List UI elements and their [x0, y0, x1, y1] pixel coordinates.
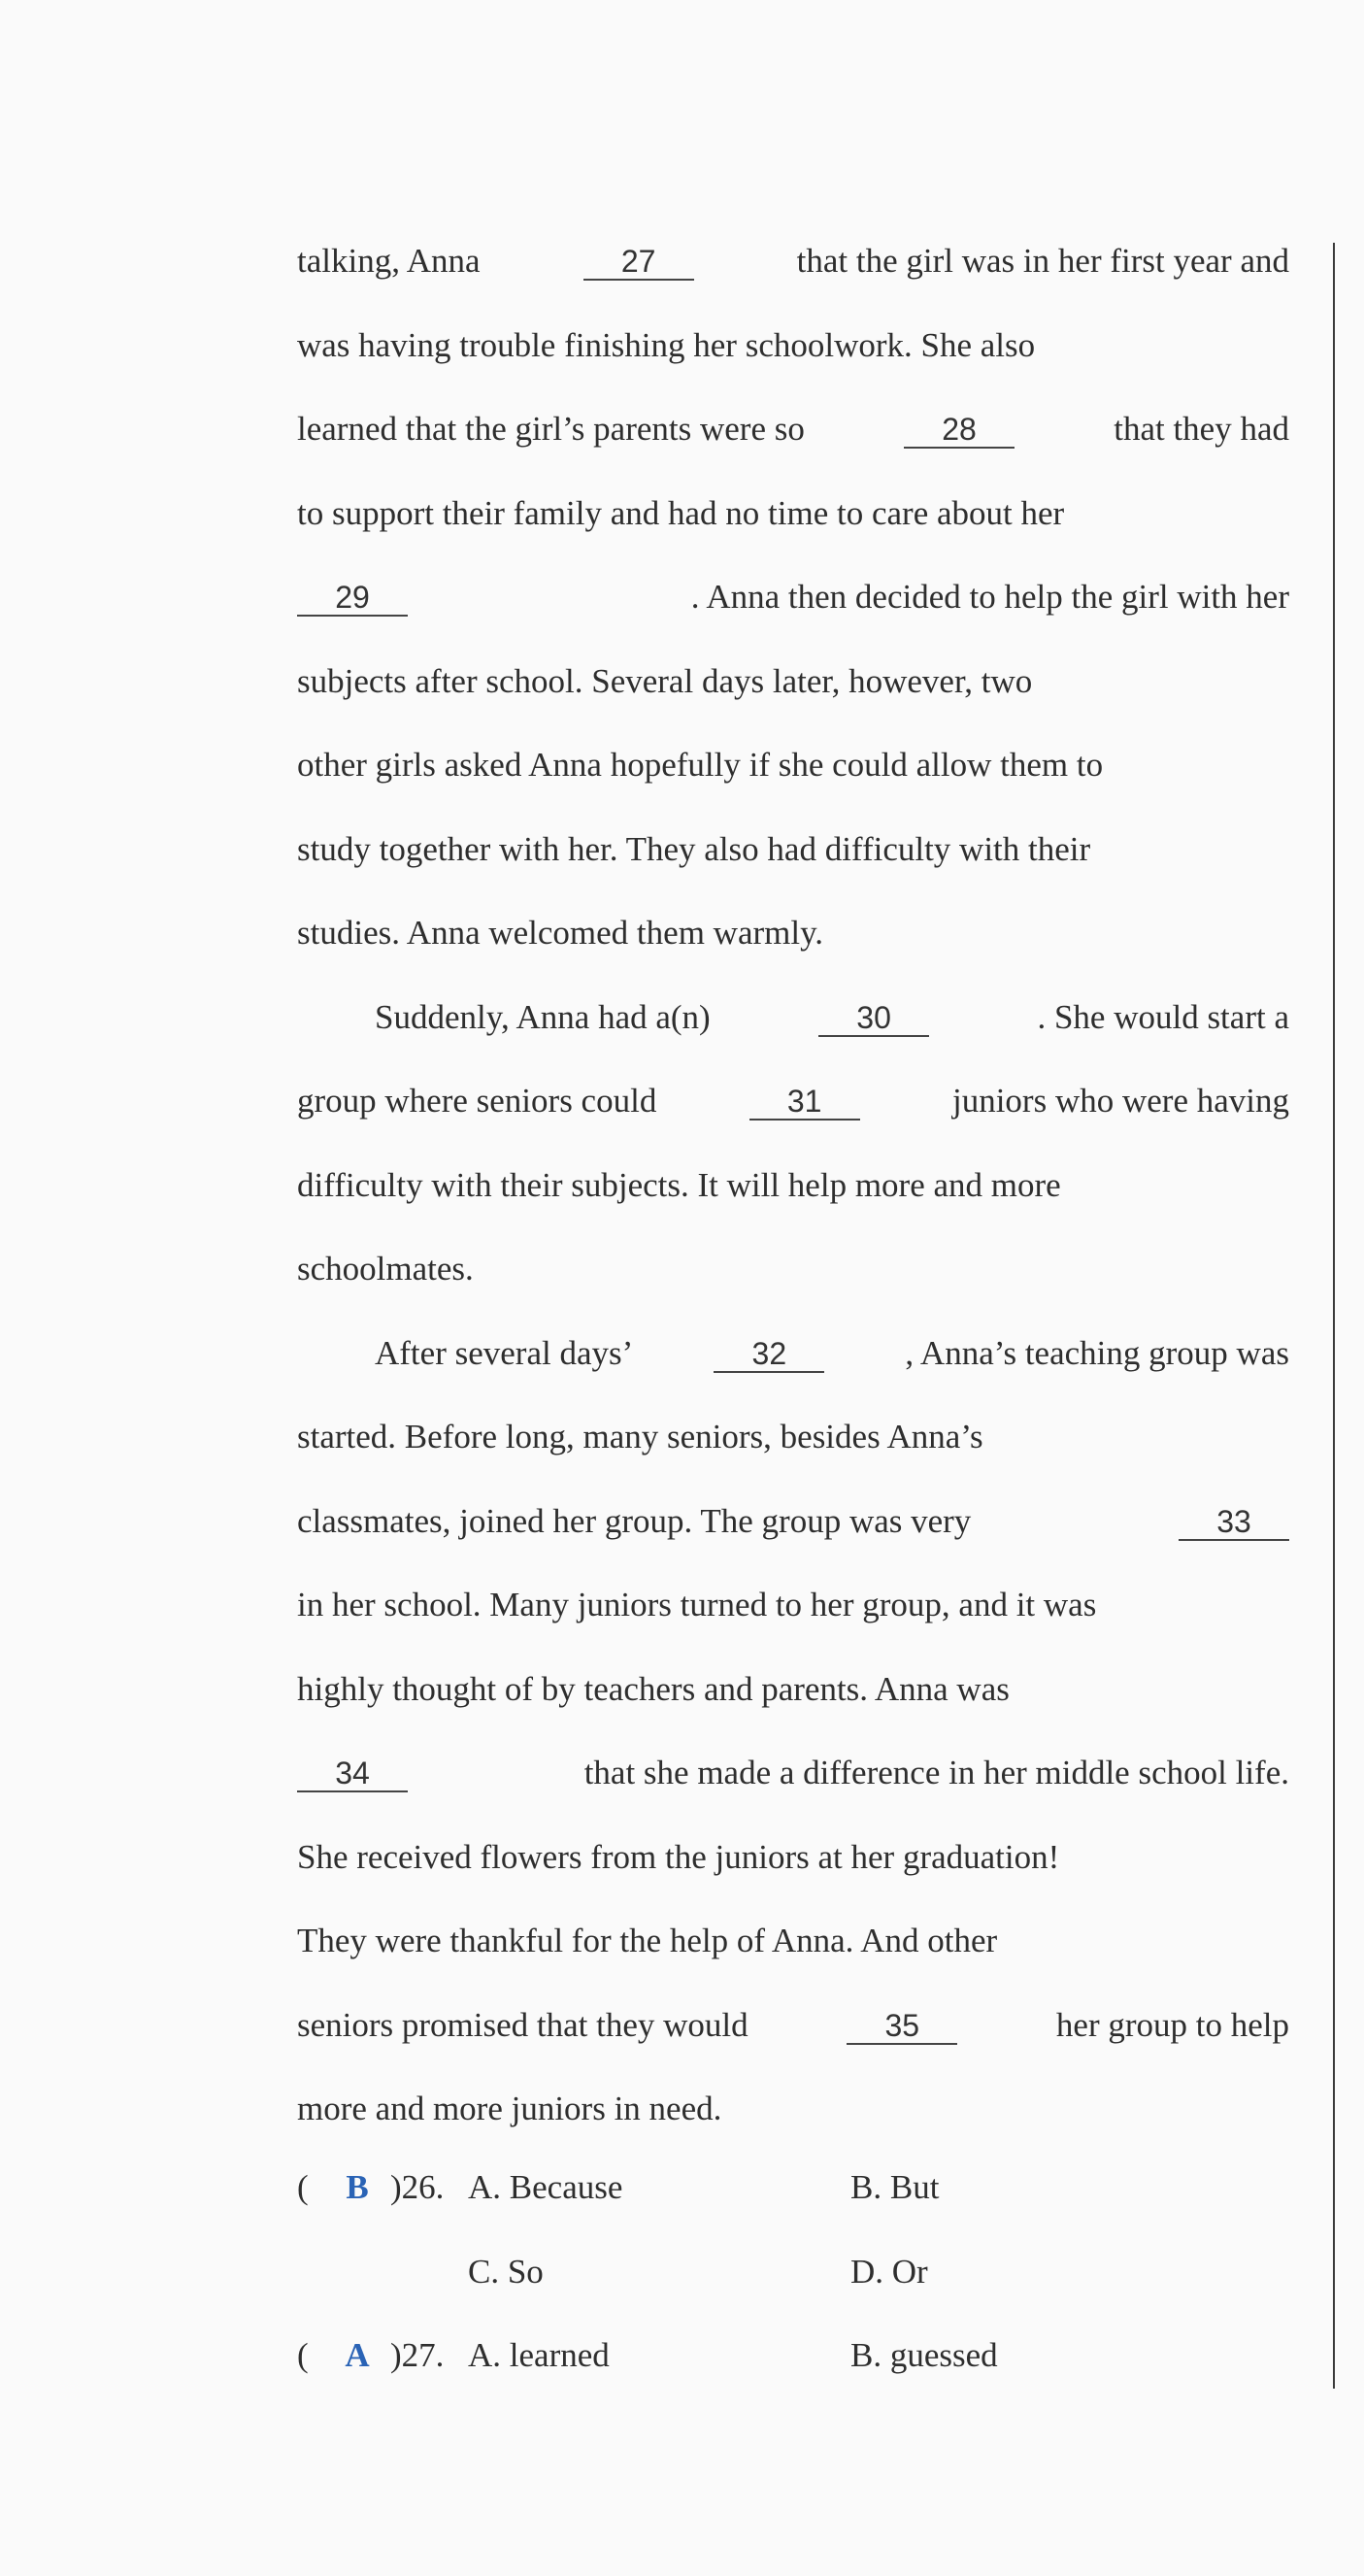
passage-line: She received flowers from the juniors at her graduation! [297, 1837, 1060, 1876]
question-list [297, 2146, 1289, 2398]
passage-line: more and more juniors in need. [297, 2090, 722, 2127]
passage-line: learned that the girl’s parents were so 28 that they had [297, 410, 1289, 448]
cloze-passage [297, 219, 1289, 2152]
question-27 [297, 2314, 1289, 2398]
option-c: C. So [468, 2252, 544, 2291]
question-number: )27. [390, 2336, 445, 2374]
passage-line: to support their family and had no time to care about her [297, 493, 1065, 532]
passage-line: group where seniors could 31 juniors who were having [297, 1082, 1289, 1120]
blank-30: 30 [818, 1000, 929, 1037]
answer-mark: B [346, 2168, 369, 2206]
passage-line: subjects after school. Several days later, however, two [297, 661, 1033, 700]
passage-line: seniors promised that they would 35 her group to help [297, 2005, 1289, 2044]
blank-28: 28 [904, 412, 1015, 449]
question-number: )26. [390, 2168, 445, 2206]
passage-line: other girls asked Anna hopefully if she could allow them to [297, 746, 1104, 784]
blank-31: 31 [749, 1084, 860, 1121]
question-26 [297, 2146, 1289, 2230]
passage-line: started. Before long, many seniors, besides Anna’s [297, 1418, 983, 1455]
passage-line: classmates, joined her group. The group was very 33 [297, 1480, 1289, 1564]
passage-line: difficulty with their subjects. It will help more and more [297, 1165, 1061, 1204]
open-paren: ( [297, 2336, 309, 2374]
passage-line: 34 that she made a difference in her middle school life. [297, 1731, 1289, 1816]
passage-line: study together with her. They also had difficulty with their [297, 829, 1091, 868]
passage-line: talking, Anna 27 that the girl was in her first year and [297, 242, 1289, 280]
passage-line: in her school. Many juniors turned to her group, and it was [297, 1586, 1097, 1623]
option-a: A. learned [468, 2336, 610, 2374]
right-margin-rule [1333, 243, 1335, 2389]
blank-35: 35 [847, 2008, 957, 2045]
blank-32: 32 [714, 1336, 824, 1373]
passage-line: Suddenly, Anna had a(n) 30 . She would start a [375, 997, 1289, 1036]
passage-line: studies. Anna welcomed them warmly. [297, 914, 824, 952]
blank-33: 33 [1179, 1504, 1289, 1541]
option-b: B. guessed [850, 2336, 998, 2374]
option-d: D. Or [850, 2252, 928, 2291]
passage-line: They were thankful for the help of Anna. And other [297, 1922, 998, 1959]
blank-29: 29 [297, 580, 408, 617]
option-b: B. But [850, 2168, 940, 2206]
blank-27: 27 [583, 244, 694, 281]
passage-line: 29 . Anna then decided to help the girl with her [297, 555, 1289, 640]
answer-mark: A [345, 2336, 370, 2374]
open-paren: ( [297, 2168, 309, 2206]
blank-34: 34 [297, 1756, 408, 1792]
passage-line: schoolmates. [297, 1250, 474, 1288]
question-26-options-cd [297, 2230, 1289, 2315]
option-a: A. Because [468, 2168, 623, 2206]
passage-line: highly thought of by teachers and parents. Anna was [297, 1669, 1010, 1708]
passage-line: After several days’ 32 , Anna’s teaching group was [375, 1333, 1289, 1372]
passage-line: was having trouble finishing her schoolwork. She also [297, 325, 1036, 364]
